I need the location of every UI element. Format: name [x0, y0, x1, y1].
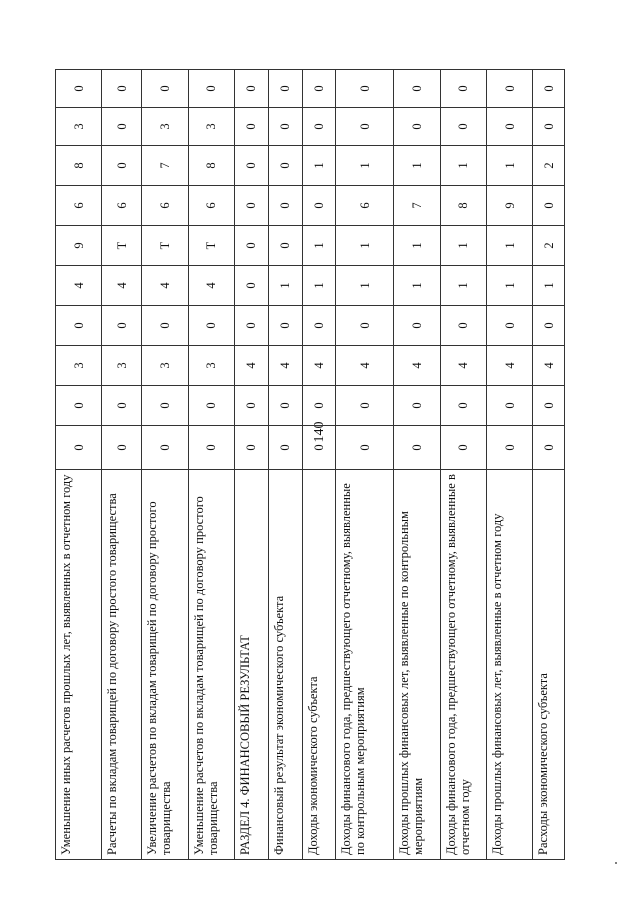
code-digit-cell: 3	[142, 346, 188, 386]
code-digit-cell: 3	[102, 346, 142, 386]
code-digit-cell: 0	[533, 306, 565, 346]
code-digit-cell: 0	[102, 306, 142, 346]
row-label: Уменьшение расчетов по вкладам товарищей по договору простого товарищества	[188, 470, 234, 860]
code-digit-cell: 0	[394, 306, 440, 346]
code-digit-cell: Т	[102, 226, 142, 266]
code-digit-cell: 0	[102, 70, 142, 108]
table-row	[188, 70, 234, 860]
row-label: Расходы экономического субъекта	[533, 470, 565, 860]
code-digit-cell: 0	[235, 186, 269, 226]
code-digit-cell: 1	[440, 266, 486, 306]
code-digit-cell: 1	[394, 226, 440, 266]
code-digit-cell: 1	[440, 146, 486, 186]
code-digit-cell: 0	[336, 426, 394, 470]
code-digit-cell: 8	[56, 146, 102, 186]
code-digit-cell: 4	[188, 266, 234, 306]
code-digit-cell: 0	[336, 386, 394, 426]
code-digit-cell: 0	[268, 426, 302, 470]
code-digit-cell: 3	[56, 108, 102, 146]
code-digit-cell: 0	[440, 108, 486, 146]
code-digit-cell: Т	[142, 226, 188, 266]
code-digit-cell: 0	[486, 426, 532, 470]
table-row	[394, 70, 440, 860]
row-label: Доходы экономического субъекта	[302, 470, 336, 860]
code-digit-cell: 0	[102, 108, 142, 146]
row-label: Финансовый результат экономического субъекта	[268, 470, 302, 860]
code-digit-cell: 0	[142, 386, 188, 426]
code-digit-cell: 0	[188, 386, 234, 426]
code-digit-cell: 0	[102, 386, 142, 426]
code-digit-cell: 0	[268, 386, 302, 426]
code-digit-cell: 1	[302, 146, 336, 186]
code-digit-cell: 0	[235, 146, 269, 186]
table-row	[235, 70, 269, 860]
code-digit-cell: 3	[142, 108, 188, 146]
code-digit-cell: 6	[56, 186, 102, 226]
code-digit-cell: 0	[235, 108, 269, 146]
code-digit-cell: 0	[394, 70, 440, 108]
table-row	[268, 70, 302, 860]
row-label: Увеличение расчетов по вкладам товарищей по договору простого товарищества	[142, 470, 188, 860]
code-digit-cell: 4	[440, 346, 486, 386]
code-digit-cell: 0	[56, 306, 102, 346]
code-digit-cell: 0	[56, 70, 102, 108]
row-label: Расчеты по вкладам товарищей по договору простого товарищества	[102, 470, 142, 860]
code-digit-cell: 7	[394, 186, 440, 226]
code-digit-cell: 0	[235, 426, 269, 470]
code-digit-cell: 0	[302, 386, 336, 426]
code-digit-cell: 1	[440, 226, 486, 266]
table-row	[486, 70, 532, 860]
row-label: РАЗДЕЛ 4. ФИНАНСОВЫЙ РЕЗУЛЬТАТ	[235, 470, 269, 860]
row-label: Доходы прошлых финансовых лет, выявленные по контрольным мероприятиям	[394, 470, 440, 860]
code-digit-cell: 0	[440, 426, 486, 470]
code-digit-cell: 1	[486, 146, 532, 186]
code-digit-cell: 8	[188, 146, 234, 186]
code-digit-cell: 0	[56, 426, 102, 470]
code-digit-cell: 6	[188, 186, 234, 226]
row-label: Доходы прошлых финансовых лет, выявленные в отчетном году	[486, 470, 532, 860]
code-digit-cell: 0	[102, 426, 142, 470]
code-digit-cell: 0	[142, 70, 188, 108]
code-digit-cell: 6	[336, 186, 394, 226]
code-digit-cell: 3	[188, 108, 234, 146]
code-digit-cell: 0	[188, 426, 234, 470]
row-label: Доходы финансового года, предшествующего отчетному, выявленные в отчетном году	[440, 470, 486, 860]
code-digit-cell: 1	[486, 226, 532, 266]
code-digit-cell: 1	[336, 226, 394, 266]
table-row	[142, 70, 188, 860]
code-digit-cell: 9	[486, 186, 532, 226]
row-label: Доходы финансового года, предшествующего отчетному, выявленные по контрольным мероприятиям	[336, 470, 394, 860]
table-row	[302, 70, 336, 860]
code-digit-cell: 0	[235, 266, 269, 306]
code-digit-cell: 4	[102, 266, 142, 306]
code-digit-cell: 0	[302, 108, 336, 146]
code-digit-cell: 6	[142, 186, 188, 226]
code-digit-cell: 6	[102, 186, 142, 226]
code-digit-cell: 0	[102, 146, 142, 186]
code-digit-cell: 1	[336, 266, 394, 306]
code-digit-cell: 0	[394, 426, 440, 470]
table-row	[533, 70, 565, 860]
code-digit-cell: Т	[188, 226, 234, 266]
rotated-table-container	[55, 70, 565, 860]
code-digit-cell: 0	[440, 70, 486, 108]
account-codes-table	[55, 69, 565, 860]
code-digit-cell: 0	[533, 70, 565, 108]
code-digit-cell: 1	[533, 266, 565, 306]
code-digit-cell: 3	[188, 346, 234, 386]
code-digit-cell: 1	[336, 146, 394, 186]
code-digit-cell: 0	[188, 306, 234, 346]
code-digit-cell: 4	[235, 346, 269, 386]
code-digit-cell: 7	[142, 146, 188, 186]
code-digit-cell: 0	[486, 306, 532, 346]
code-digit-cell: 0	[268, 186, 302, 226]
code-digit-cell: 8	[440, 186, 486, 226]
code-digit-cell: 0	[336, 70, 394, 108]
table-row	[336, 70, 394, 860]
code-digit-cell: 0	[533, 186, 565, 226]
code-digit-cell: 0	[268, 306, 302, 346]
code-digit-cell: 0	[533, 108, 565, 146]
code-digit-cell: 1	[486, 266, 532, 306]
code-digit-cell: 0	[188, 70, 234, 108]
code-digit-cell: 0	[486, 70, 532, 108]
code-digit-cell: 0	[268, 146, 302, 186]
table-row	[56, 70, 102, 860]
code-digit-cell: 0	[394, 108, 440, 146]
code-digit-cell: 0	[302, 306, 336, 346]
row-label: Уменьшение иных расчетов прошлых лет, выявленных в отчетном году	[56, 470, 102, 860]
table-row	[440, 70, 486, 860]
code-digit-cell: 0	[235, 386, 269, 426]
code-digit-cell: 0	[336, 108, 394, 146]
code-digit-cell: 0	[235, 70, 269, 108]
code-digit-cell: 0	[56, 386, 102, 426]
code-digit-cell: 0	[533, 426, 565, 470]
scan-speck	[615, 862, 617, 864]
code-digit-cell: 0	[302, 70, 336, 108]
code-digit-cell: 0	[533, 386, 565, 426]
code-digit-cell: 1	[302, 266, 336, 306]
code-digit-cell: 0	[440, 386, 486, 426]
code-digit-cell: 0	[235, 226, 269, 266]
code-digit-cell: 2	[533, 146, 565, 186]
code-digit-cell: 2	[533, 226, 565, 266]
code-digit-cell: 1	[268, 266, 302, 306]
code-digit-cell: 0	[302, 186, 336, 226]
code-digit-cell: 0	[268, 226, 302, 266]
code-digit-cell: 1	[394, 146, 440, 186]
code-digit-cell: 0	[142, 426, 188, 470]
code-digit-cell: 0	[394, 386, 440, 426]
code-digit-cell: 1	[394, 266, 440, 306]
code-digit-cell: 0	[142, 306, 188, 346]
code-digit-cell: 4	[336, 346, 394, 386]
code-digit-cell: 9	[56, 226, 102, 266]
code-digit-cell: 0	[235, 306, 269, 346]
code-digit-cell: 0	[268, 70, 302, 108]
code-digit-cell: 4	[142, 266, 188, 306]
code-digit-cell: 0	[268, 108, 302, 146]
code-digit-cell: 4	[56, 266, 102, 306]
code-digit-cell: 1	[302, 226, 336, 266]
table-row	[102, 70, 142, 860]
page-number: 140	[312, 421, 327, 443]
code-digit-cell: 0	[302, 426, 336, 470]
code-digit-cell: 4	[302, 346, 336, 386]
code-digit-cell: 0	[336, 306, 394, 346]
code-digit-cell: 4	[268, 346, 302, 386]
code-digit-cell: 4	[533, 346, 565, 386]
code-digit-cell: 3	[56, 346, 102, 386]
code-digit-cell: 0	[440, 306, 486, 346]
code-digit-cell: 0	[486, 108, 532, 146]
code-digit-cell: 0	[486, 386, 532, 426]
code-digit-cell: 4	[486, 346, 532, 386]
code-digit-cell: 4	[394, 346, 440, 386]
